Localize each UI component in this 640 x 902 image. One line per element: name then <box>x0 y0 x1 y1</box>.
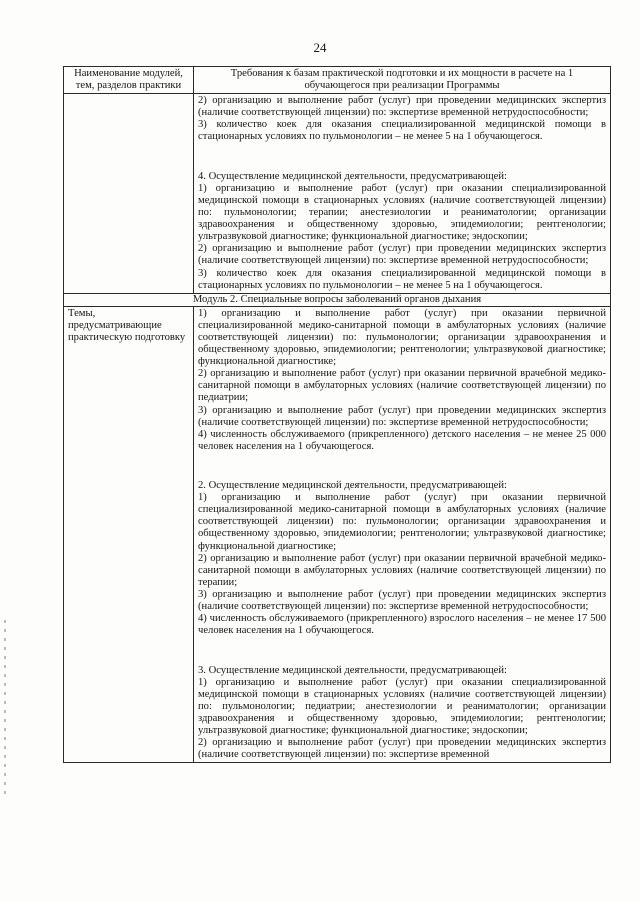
header-col-requirements: Требования к базам практической подготовки и их мощности в расчете на 1 обучающегося при реализации Программы <box>194 67 611 94</box>
row1-paragraphs <box>198 95 606 292</box>
paragraph-gap <box>198 154 606 160</box>
paragraph-gap <box>198 648 606 654</box>
row2-topics-label: Темы, предусматривающие практическую подготовку <box>64 306 194 762</box>
requirement-paragraph: 2. Осуществление медицинской деятельности, предусматривающей: <box>198 480 507 492</box>
requirement-paragraph: 2) организацию и выполнение работ (услуг) при оказании первичной врачебной медико-санитарной помощи в амбулаторных условиях (наличие соответствующей лицензии) по терапии; <box>198 552 606 588</box>
module-title-row <box>64 293 611 306</box>
requirement-paragraph: 4. Осуществление медицинской деятельности, предусматривающей: <box>198 170 507 182</box>
requirement-paragraph: 1) организацию и выполнение работ (услуг) при оказании первичной специализированной медико-санитарной помощи в амбулаторных условиях (наличие соответствующей лицензии) по: пульмонологии; организации здравоохранения и общественному здоровью, эпидемиологии; рентгенологии; ультразвуковой диагностике; функциональной диагностике; <box>198 492 606 552</box>
requirements-table <box>63 66 611 763</box>
requirement-paragraph: 3. Осуществление медицинской деятельности, предусматривающей: <box>198 664 507 676</box>
row1-requirements-cell <box>194 94 611 294</box>
requirement-paragraph: 3) количество коек для оказания специализированной медицинской помощи в стационарных условиях по пульмонологии – не менее 5 на 1 обучающегося. <box>198 267 606 291</box>
page-number: 24 <box>313 40 327 55</box>
header-col-modules: Наименование модулей, тем, разделов практики <box>64 67 194 94</box>
requirement-paragraph: 2) организацию и выполнение работ (услуг) при оказании первичной врачебной медико-санитарной помощи в амбулаторных условиях (наличие соответствующей лицензии) по педиатрии; <box>198 368 606 404</box>
module-title: Модуль 2. Специальные вопросы заболеваний органов дыхания <box>64 293 611 306</box>
requirement-paragraph: 3) организацию и выполнение работ (услуг) при проведении медицинских экспертиз (наличие соответствующей лицензии) по: экспертизе временной нетрудоспособности; <box>198 588 606 613</box>
row2-paragraphs <box>198 308 606 761</box>
table-row <box>64 306 611 762</box>
requirement-paragraph: 4) численность обслуживаемого (прикрепленного) взрослого населения – не менее 17 500 человек населения на 1 обучающегося. <box>198 613 606 637</box>
requirement-paragraph: 1) организацию и выполнение работ (услуг) при оказании специализированной медицинской помощи в стационарных условиях (наличие соответствующей лицензии) по: пульмонологии; педиатрии; анестезиологии и реаниматологии; организации здравоохранения и общественному здоровью, эпидемиологии; рентгенологии; ультразвуковой диагностике; функциональной диагностике; эндоскопии; <box>198 676 606 736</box>
requirement-paragraph: 4) численность обслуживаемого (прикрепленного) детского населения – не менее 25 000 человек населения на 1 обучающегося. <box>198 428 606 452</box>
requirement-paragraph: 1) организацию и выполнение работ (услуг) при оказании специализированной медицинской помощи в стационарных условиях (наличие соответствующей лицензии) по: пульмонологии; терапии; анестезиологии и реаниматологии; организации здравоохранения и общественному здоровью, эпидемиологии; рентгенологии; ультразвуковой диагностике; функциональной диагностике; эндоскопии; <box>198 182 606 243</box>
requirement-paragraph: 2) организацию и выполнение работ (услуг) при проведении медицинских экспертиз (наличие соответствующей лицензии) по: экспертизе временной <box>198 737 606 761</box>
row1-left-cell <box>64 94 194 294</box>
requirement-paragraph: 3) количество коек для оказания специализированной медицинской помощи в стационарных условиях по пульмонологии – не менее 5 на 1 обучающегося. <box>198 119 606 143</box>
requirement-paragraph: 3) организацию и выполнение работ (услуг) при проведении медицинских экспертиз (наличие соответствующей лицензии) по: экспертизе временной нетрудоспособности; <box>198 404 606 428</box>
table-row <box>64 94 611 294</box>
requirement-paragraph: 2) организацию и выполнение работ (услуг) при проведении медицинских экспертиз (наличие соответствующей лицензии) по: экспертизе временной нетрудоспособности; <box>198 243 606 267</box>
paragraph-gap <box>198 464 606 470</box>
scan-edge-mark <box>4 620 6 800</box>
requirement-paragraph: 1) организацию и выполнение работ (услуг) при оказании первичной специализированной медико-санитарной помощи в амбулаторных условиях (наличие соответствующей лицензии) по: пульмонологии; организации здравоохранения и общественному здоровью, эпидемиологии; рентгенологии; ультразвуковой диагностике; функциональной диагностике; <box>198 307 606 368</box>
row2-requirements-cell <box>194 306 611 762</box>
requirement-paragraph: 2) организацию и выполнение работ (услуг) при проведении медицинских экспертиз (наличие соответствующей лицензии) по: экспертизе временной нетрудоспособности; <box>198 95 606 119</box>
table-header-row <box>64 67 611 94</box>
